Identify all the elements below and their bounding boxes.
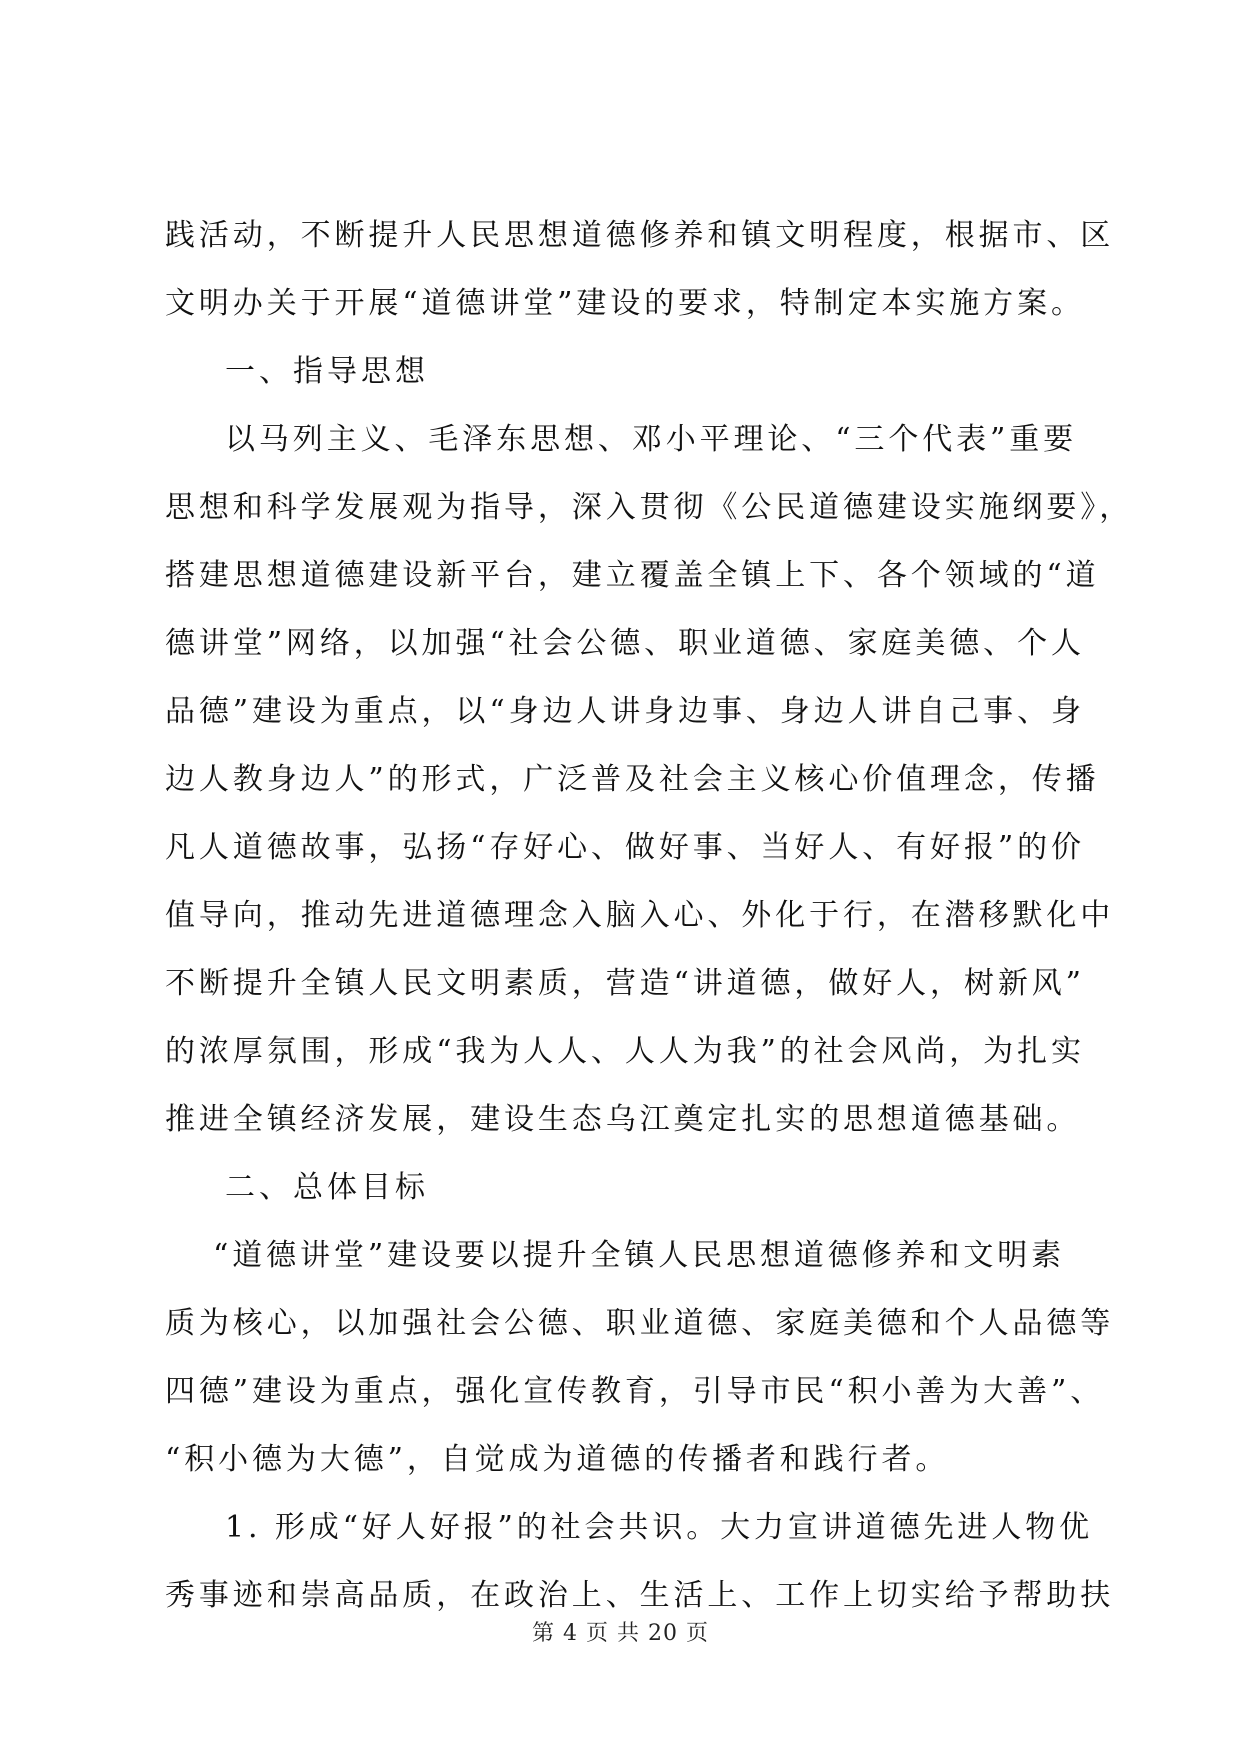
text-line: 推进全镇经济发展，建设生态乌江奠定扎实的思想道德基础。 xyxy=(165,1102,1081,1137)
section-heading-overall-goals: 二、总体目标 xyxy=(225,1170,429,1205)
text-line: 思想和科学发展观为指导，深入贯彻《公民道德建设实施纲要》， xyxy=(165,490,1134,525)
paragraph-first-line: “道德讲堂”建设要以提升全镇人民思想道德修养和文明素 xyxy=(213,1238,1066,1273)
text-line: 搭建思想道德建设新平台，建立覆盖全镇上下、各个领域的“道 xyxy=(165,558,1100,593)
text-line: 值导向，推动先进道德理念入脑入心、外化于行，在潜移默化中 xyxy=(165,898,1115,933)
text-line: “积小德为大德”，自觉成为道德的传播者和践行者。 xyxy=(165,1442,950,1477)
text-line: 的浓厚氛围，形成“我为人人、人人为我”的社会风尚，为扎实 xyxy=(165,1034,1085,1069)
page-number-footer: 第 4 页 共 20 页 xyxy=(532,1621,709,1646)
list-item-first-line: 1. 形成“好人好报”的社会共识。大力宣讲道德先进人物优 xyxy=(225,1510,1094,1545)
document-body xyxy=(165,202,1134,1630)
paragraph-first-line: 以马列主义、毛泽东思想、邓小平理论、“三个代表”重要 xyxy=(225,422,1078,457)
text-line: 不断提升全镇人民文明素质，营造“讲道德，做好人，树新风” xyxy=(165,966,1085,1001)
text-line: 质为核心，以加强社会公德、职业道德、家庭美德和个人品德等 xyxy=(165,1306,1115,1341)
text-line: 品德”建设为重点，以“身边人讲身边事、身边人讲自己事、身 xyxy=(165,694,1085,729)
text-line: 四德”建设为重点，强化宣传教育，引导市民“积小善为大善”、 xyxy=(165,1374,1105,1409)
text-line: 秀事迹和崇高品质，在政治上、生活上、工作上切实给予帮助扶 xyxy=(165,1578,1115,1613)
text-line: 凡人道德故事，弘扬“存好心、做好事、当好人、有好报”的价 xyxy=(165,830,1085,865)
text-line: 德讲堂”网络，以加强“社会公德、职业道德、家庭美德、个人 xyxy=(165,626,1085,661)
section-heading-guiding-ideology: 一、指导思想 xyxy=(225,354,429,389)
text-line: 践活动，不断提升人民思想道德修养和镇文明程度，根据市、区 xyxy=(165,218,1115,253)
text-line: 边人教身边人”的形式，广泛普及社会主义核心价值理念，传播 xyxy=(165,762,1100,797)
text-line: 文明办关于开展“道德讲堂”建设的要求，特制定本实施方案。 xyxy=(165,286,1085,321)
